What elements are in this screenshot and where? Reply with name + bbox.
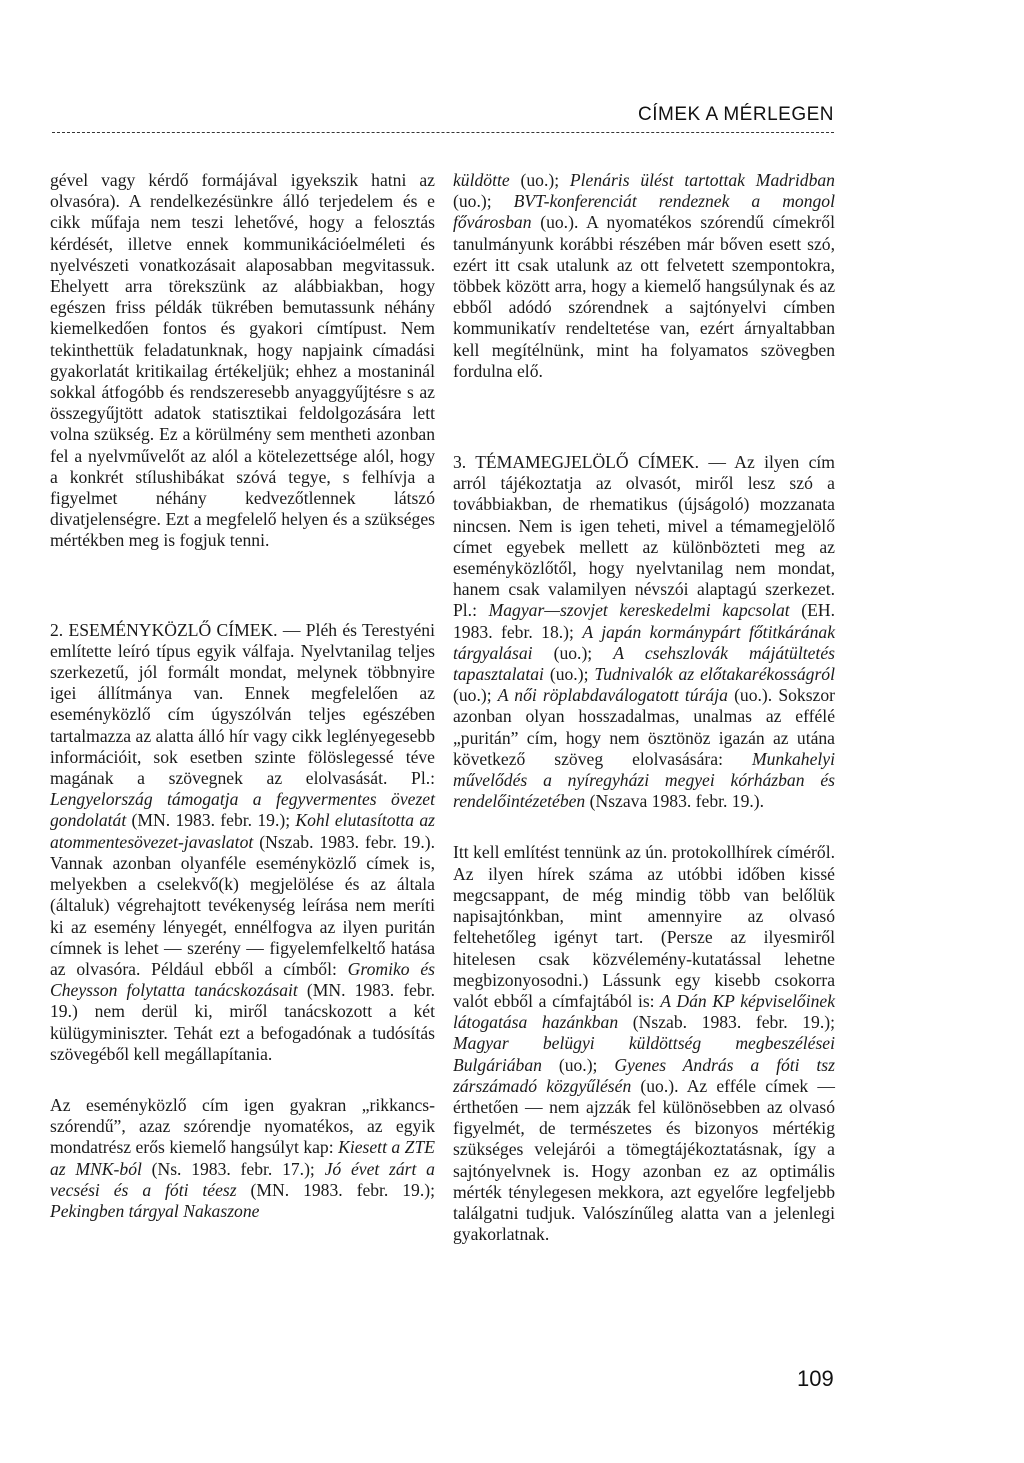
section-heading: 3. TÉMAMEGJELÖLŐ CÍMEK. xyxy=(453,452,700,473)
text: (MN. 1983. febr. 19.) nem derül ki, miről tanácskozott a két külügyminiszter. Tehát ezt a befogadónak a tudósítás szövegéből kell megállapítania. xyxy=(50,980,435,1064)
example-title: Gromiko és Cheysson folytatta tanácskozásait xyxy=(50,958,435,1001)
paragraph xyxy=(453,170,835,382)
source-citation: (uo.). xyxy=(640,1075,679,1096)
left-column xyxy=(50,170,435,1222)
example-title: Kohl elutasította az atommentesövezet-javaslatot xyxy=(50,810,435,852)
source-citation: (uo.); xyxy=(453,191,492,212)
example-title: Lengyelország támogatja a fegyvermentes övezet gondolatát xyxy=(50,789,435,831)
source-citation: (uo.); xyxy=(558,1054,598,1075)
example-title: Pekingben tárgyal Nakaszone xyxy=(50,1200,260,1221)
example-title: A csehszlovák májátültetés tapasztalatai xyxy=(453,642,835,685)
right-column xyxy=(453,170,835,1245)
text: — Az ilyen cím arról tájékoztatja az olvasót, miről lesz szó a továbbiakban, de rhematikus (újságoló) mozzanata nincsen. Nem is igen teheti, mivel a témamegjelölő címet egyebek mellett az különbözteti meg az eseményközlőtől, hogy nyelvtanilag nem mondat, hanem csak valamilyen névszói alaptagú szerkezet. Pl.: xyxy=(453,452,835,621)
section-3-paragraph xyxy=(453,452,835,812)
example-title: Kiesett a ZTE az MNK-ból xyxy=(50,1137,435,1179)
example-title: Plenáris ülést tartottak Madridban xyxy=(569,170,835,190)
paragraph xyxy=(453,842,835,1245)
example-title: BVT-konferenciát rendeznek a mongol fővárosban xyxy=(453,191,835,233)
example-title: Tudnivalók az előtakarékosságról xyxy=(594,664,835,685)
header-rule xyxy=(52,132,834,133)
source-citation: (MN. 1983. febr. 19.); xyxy=(131,810,291,831)
example-title: Magyar—szovjet kereskedelmi kapcsolat xyxy=(488,600,790,621)
page-number: 109 xyxy=(797,1366,834,1391)
example-title: Magyar belügyi küldöttség megbeszélései Bulgáriában xyxy=(453,1033,835,1075)
section-2-paragraph: 2. ESEMÉNYKÖZLŐ CÍMEK. — Pléh és Terestyéni említette leíró típus egyik válfaja. Nyelvtanilag teljes szerkezetű, jól formált mondat, melynek többnyire igei állítmánya van. Ennek megfelelően az eseményközlő cím úgyszólván teljes egészében tartalmazza az alatta álló hír vagy cikk leglényegesebb információit, sok esetben szinte fölöslegessé téve magának a szövegnek az elolvasását. Pl.: Lengyelország támogatja a fegyvermentes övezet gondolatát (MN. 1983. febr. 19.); Kohl elutasította az atommentesövezet-javaslatot (Nszab. 1983. febr. 19.). Vannak azonban olyanféle eseményközlő címek is, melyekben a cselekvő(k) megjelölése és az általa (általuk) végrehajtott tevékenység leírása nem meríti ki az esemény lényegét, ennélfogva az ilyen puritán címnek is lehet — szerény — figyelemfelkeltő hatása az olvasóra. Például ebből a címből: Gromiko és Cheysson folytatta tanácskozásait (MN. 1983. febr. 19.) nem derül ki, miről tanácskozott a két külügyminiszter. Tehát ezt a befogadónak a tudósítás szövegéből kell megállapítania. xyxy=(50,619,435,1064)
text: Itt kell említést tennünk az ún. protokollhírek címéről. Az ilyen hírek száma az utóbbi időben kissé megcsappant, de még mindig több van belőlük napisajtónkban, mint amennyire az olvasó feltehetőleg igényt tart. (Persze az ilyesmiről hitelesen csak közvélemény-kutatással lehetne megbizonyosodni.) Lássunk egy kisebb csokorra valót ebből a címfajtából is: xyxy=(453,842,835,1011)
source-citation: (Nszab. 1983. febr. 19.); xyxy=(632,1012,835,1033)
source-citation: (MN. 1983. febr. 19.); xyxy=(250,1179,435,1200)
text: Pléh és Terestyéni említette leíró típus egyik válfaja. Nyelvtanilag teljes szerkezetű, jól formált mondat, melynek többnyire igei állítmánya van. Ennek megfelelően az eseményközlő cím úgyszólván teljes egészében tartalmazza az alatta álló hír vagy cikk leglényegesebb információit, sok esetben szinte fölöslegessé téve magának a szövegnek az elolvasását. Pl.: xyxy=(50,619,435,789)
source-citation: (EH. 1983. febr. 18.); xyxy=(453,600,835,642)
section-heading: 2. ESEMÉNYKÖZLŐ CÍMEK. xyxy=(50,619,278,640)
running-head: CÍMEK A MÉRLEGEN xyxy=(638,104,834,125)
example-title: Gyenes András a fóti tsz zárszámadó közgyűlésén xyxy=(453,1054,835,1096)
text: Az efféle címek — érthetően — nem ajzzák fel különösebben az olvasó figyelmét, de természetes és bizonyos mértékig szükséges velejárói a tömegtájékoztatásnak, így a sajtónyelvnek is. Hogy azonban ez az optimális mérték ténylegesen mekkora, azt egyelőre legfeljebb találgatni tudjuk. Valószínűleg alatta van a jelenlegi gyakorlatnak. xyxy=(453,1075,835,1245)
source-citation: (uo.). xyxy=(734,685,773,706)
text: Vannak azonban olyanféle eseményközlő címek is, melyekben a cselekvő(k) megjelölése és az általa (általuk) végrehajtott tevékenység leírása nem meríti ki az esemény lényegét, ennélfogva az ilyen puritán címnek is lehet — szerény — figyelemfelkeltő hatása az olvasóra. Például ebből a címből: xyxy=(50,852,435,979)
source-citation: (uo.); xyxy=(453,685,492,706)
source-citation: (Nszab. 1983. febr. 19.). xyxy=(259,831,435,852)
paragraph: gével vagy kérdő formájával igyekszik hatni az olvasóra). A rendelkezésünkre álló terjedelem és e cikk műfaja nem teszi lehetővé, hogy a felosztás kérdését, illetve ennek kommunikációelméleti és nyelvészeti vonatkozásait alaposabban megvitassuk. Ehelyett arra törekszünk az alábbiakban, hogy egészen friss példák tükrében bemutassunk néhány kiemelkedően fontos és gyakori címtípust. Nem tekinthettük feladatunknak, hogy napjaink címadási gyakorlatát kritikailag értékeljük; ehhez a mostaninál sokkal átfogóbb és rendszeresebb anyaggyűjtésre s az összegyűjtött adatok statisztikai feldolgozására lett volna szükség. Ez a körülmény sem mentheti azonban fel a nyelvművelőt az alól a kötelezettsége alól, hogy a konkrét stílushibákat szóvá tegye, s felhívja a figyelmet néhány kedvezőtlennek látszó divatjelenségre. Ezt a megfelelő helyen és a szükséges mértékben meg is fogjuk tenni. xyxy=(50,170,435,551)
source-citation: (uo.). xyxy=(540,212,579,233)
example-title: A Dán KP képviselőinek látogatása hazánkban xyxy=(453,990,835,1033)
source-citation: (uo.); xyxy=(520,170,560,190)
example-title: Jó évet zárt a vecsési és a fóti téesz xyxy=(50,1158,435,1200)
source-citation: (uo.); xyxy=(549,664,589,685)
paragraph xyxy=(50,1095,435,1222)
text: Az eseményközlő cím igen gyakran „rikkancs-szórendű”, azaz szórendje nyomatékos, az egyik mondatrész erős kiemelő hangsúlyt kap: xyxy=(50,1094,435,1158)
text: Sokszor azonban olyan hosszadalmas, unalmas az effélé „puritán” cím, hogy nem ösztönöz igazán az utána következő szöveg elolvasására: xyxy=(453,685,836,769)
source-citation: (uo.); xyxy=(553,642,593,663)
text: A nyomatékos szórendű címekről tanulmányunk korábbi részében már bőven esett szó, ezért itt csak utalunk az ott felvetett szempontokra, többek között arra, hogy a kiemelő hangsúlynak és az ebből adódó szórendnek a sajtónyelvi címben kommunikatív rendeltetése van, ezért árnyaltabban kell megítélnünk, mint ha folyamatos szövegben fordulna elő. xyxy=(453,212,835,381)
example-title: Munkahelyi művelődés a nyíregyházi megyei kórházban és rendelőintézetében xyxy=(453,748,835,812)
source-citation: (Ns. 1983. febr. 17.); xyxy=(151,1158,315,1179)
example-title: küldötte xyxy=(453,170,510,190)
example-title: A japán kormánypárt főtitkárának tárgyalásai xyxy=(453,621,835,663)
example-title: A női röplabdaválogatott túrája xyxy=(497,685,728,706)
source-citation: (Nszava 1983. febr. 19.). xyxy=(589,791,765,812)
